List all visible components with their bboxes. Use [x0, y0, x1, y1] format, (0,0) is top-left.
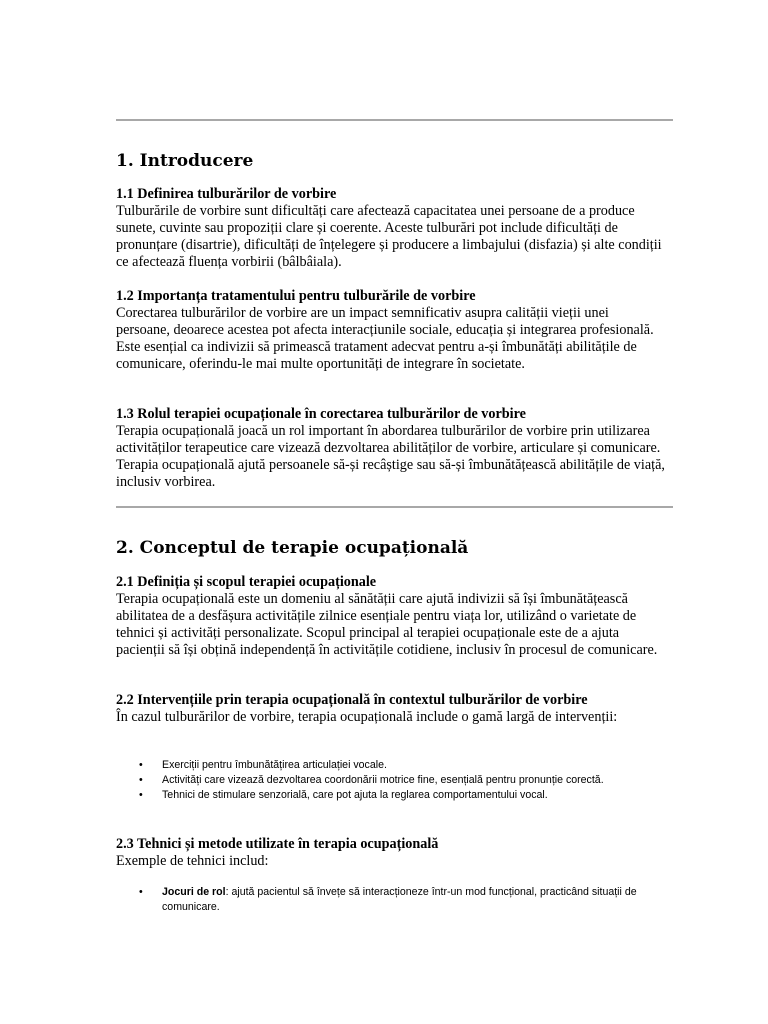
bullet-term: Jocuri de rol — [162, 886, 226, 898]
list-item: • Exerciții pentru îmbunătățirea articulației vocale. — [116, 758, 656, 773]
section-1-3 — [116, 406, 666, 491]
list-item: • Activități care vizează dezvoltarea coordonării motrice fine, esențială pentru pronunție corectă. — [116, 773, 656, 788]
section-1-1-text: Tulburările de vorbire sunt dificultăți care afectează capacitatea unei persoane de a produce sunete, cuvinte sau propoziții clare și coerente. Aceste tulburări pot include dificultăți de pronunțare (disartrie), dificultăți de înțelegere și producere a limbajului (disfazia) și alte condiții ce afectează fluența vorbirii (bâlbâiala). — [116, 202, 662, 270]
list-item — [116, 885, 656, 915]
section-2-3-text: Exemple de tehnici includ: — [116, 852, 269, 869]
section-2-2-heading: 2.2 Intervențiile prin terapia ocupațională în contextul tulburărilor de vorbire — [116, 692, 588, 708]
section-2-title: 2. Conceptul de terapie ocupațională — [116, 538, 469, 558]
section-2-1 — [116, 574, 666, 659]
bullet-text: : ajută pacientul să învețe să interacționeze într-un mod funcțional, practicând situații de comunicare. — [162, 886, 637, 914]
section-1-2-text: Corectarea tulburărilor de vorbire are un impact semnificativ asupra calității vieții unei persoane, deoarece acestea pot afecta interacțiunile sociale, educația și integrarea profesională. Este esențial ca indivizii să primească tratament adecvat pentru a-și îmbunătăți abilitățile de comunicare, oferindu-le mai multe oportunități de integrare în societate. — [116, 304, 654, 372]
techniques-list — [116, 885, 656, 915]
horizontal-rule — [116, 506, 673, 508]
section-1-1 — [116, 186, 666, 271]
section-2-1-text: Terapia ocupațională este un domeniu al sănătății care ajută indivizii să își îmbunătățească abilitatea de a desfășura activitățile zilnice esențiale pentru viața lor, utilizând o varietate de tehnici și activități personalizate. Scopul principal al terapiei ocupaționale este de a ajuta pacienții să își obțină independență în activitățile cotidiene, inclusiv în procesul de comunicare. — [116, 590, 658, 658]
section-1-3-text: Terapia ocupațională joacă un rol important în abordarea tulburărilor de vorbire prin utilizarea activităților terapeutice care vizează dezvoltarea abilităților de vorbire, articulare și comunicare. Terapia ocupațională ajută persoanele să-și recâștige sau să-și îmbunătățească abilitățile de viață, inclusiv vorbirea. — [116, 422, 665, 490]
interventions-list — [116, 758, 656, 804]
list-item: • Tehnici de stimulare senzorială, care pot ajuta la reglarea comportamentului vocal. — [116, 788, 656, 803]
section-1-title: 1. Introducere — [116, 151, 254, 171]
section-1-2 — [116, 288, 666, 373]
horizontal-rule — [116, 119, 673, 121]
section-2-3-heading: 2.3 Tehnici și metode utilizate în terapia ocupațională — [116, 836, 439, 852]
section-1-3-heading: 1.3 Rolul terapiei ocupaționale în corectarea tulburărilor de vorbire — [116, 406, 526, 422]
section-1-2-heading: 1.2 Importanța tratamentului pentru tulburările de vorbire — [116, 288, 476, 304]
section-2-3 — [116, 836, 666, 870]
section-2-2 — [116, 692, 666, 726]
section-1-1-heading: 1.1 Definirea tulburărilor de vorbire — [116, 186, 337, 202]
section-2-1-heading: 2.1 Definiția și scopul terapiei ocupaționale — [116, 574, 377, 590]
section-2-2-text: În cazul tulburărilor de vorbire, terapia ocupațională include o gamă largă de intervenții: — [116, 708, 618, 725]
